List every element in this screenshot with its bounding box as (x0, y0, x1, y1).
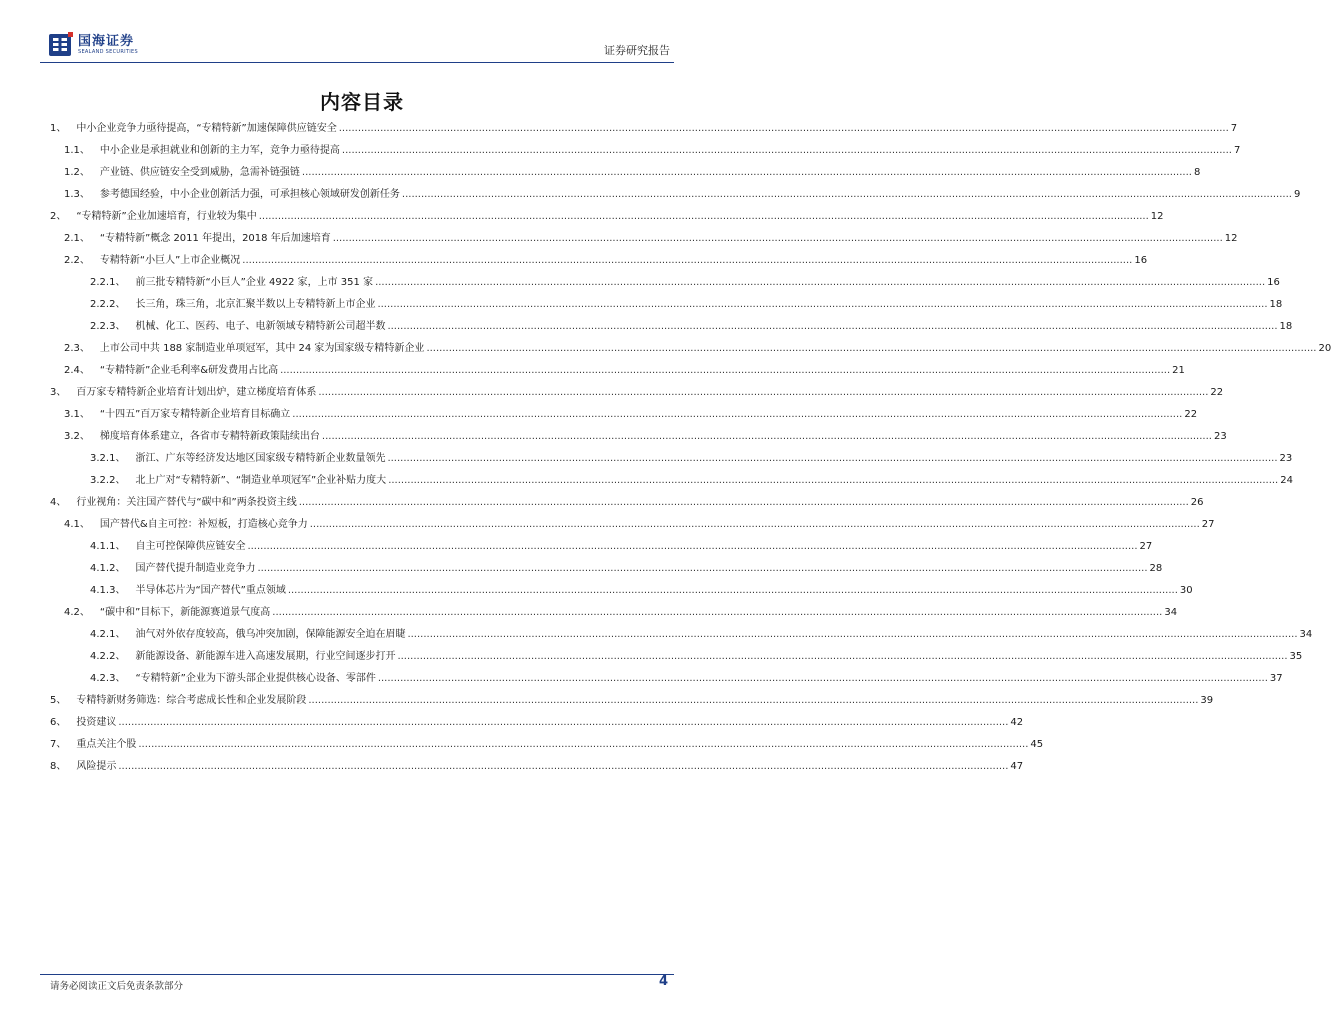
footer-divider (40, 974, 674, 975)
logo-chinese-name: 国海证券 (78, 34, 135, 49)
toc-dot-leader (299, 492, 1189, 514)
toc-entry-title: 投资建议 (76, 717, 117, 728)
toc-dot-leader (387, 316, 1277, 338)
toc-entry[interactable] (50, 316, 1293, 338)
toc-entry[interactable] (50, 294, 1283, 316)
toc-dot-leader (378, 668, 1268, 690)
page-header (40, 28, 674, 62)
toc-entry-page: 20 (1318, 343, 1331, 354)
toc-entry-page: 37 (1269, 673, 1283, 684)
toc-dot-leader (339, 118, 1229, 140)
toc-entry-number: 2.2.2、 (90, 299, 126, 310)
toc-dot-leader (310, 514, 1200, 536)
toc-entry-title: 行业视角：关注国产替代与“碳中和”两条投资主线 (76, 497, 297, 508)
toc-entry-page: 22 (1210, 387, 1224, 398)
toc-entry-page: 28 (1149, 563, 1163, 574)
toc-entry[interactable] (50, 228, 1238, 250)
toc-dot-leader (388, 470, 1278, 492)
toc-entry[interactable] (50, 404, 1198, 426)
toc-dot-leader (375, 272, 1265, 294)
toc-entry-page: 8 (1193, 167, 1201, 178)
toc-entry-number: 4.1.1、 (90, 541, 126, 552)
toc-entry-title: 国产替代&自主可控：补短板，打造核心竞争力 (99, 519, 308, 530)
toc-dot-leader (288, 580, 1178, 602)
toc-entry[interactable] (50, 668, 1283, 690)
toc-dot-leader (292, 404, 1182, 426)
toc-entry-number: 1.1、 (64, 145, 90, 156)
toc-entry-title: 风险提示 (76, 761, 117, 772)
toc-entry[interactable] (50, 206, 1164, 228)
toc-entry-number: 2.2、 (64, 255, 90, 266)
toc-entry-page: 7 (1233, 145, 1241, 156)
toc-entry-number: 2.2.3、 (90, 321, 126, 332)
toc-entry-page: 12 (1224, 233, 1238, 244)
toc-entry[interactable] (50, 338, 1331, 360)
toc-dot-leader (138, 734, 1028, 756)
page-number: 4 (658, 974, 668, 989)
toc-dot-leader (318, 382, 1208, 404)
toc-entry-title: 北上广对“专精特新”、“制造业单项冠军”企业补贴力度大 (135, 475, 387, 486)
toc-dot-leader (377, 294, 1267, 316)
toc-entry-page: 12 (1150, 211, 1164, 222)
toc-dot-leader (387, 448, 1277, 470)
toc-entry-title: 浙江、广东等经济发达地区国家级专精特新企业数量领先 (135, 453, 386, 464)
toc-dot-leader (407, 624, 1297, 646)
toc-entry-number: 3.2.1、 (90, 453, 126, 464)
toc-entry-title: 参考德国经验，中小企业创新活力强，可承担核心领域研发创新任务 (99, 189, 400, 200)
toc-entry-number: 1.2、 (64, 167, 90, 178)
toc-entry[interactable] (50, 756, 1024, 778)
toc-entry-number: 4.2.3、 (90, 673, 126, 684)
toc-entry[interactable] (50, 426, 1227, 448)
toc-entry-title: 新能源设备、新能源车进入高速发展期，行业空间逐步打开 (135, 651, 396, 662)
toc-entry-title: “专精特新”概念 2011 年提出，2018 年后加速培育 (99, 233, 331, 244)
toc-entry-page: 45 (1030, 739, 1044, 750)
toc-entry-title: 国产替代提升制造业竞争力 (135, 563, 256, 574)
toc-entry-page: 35 (1289, 651, 1303, 662)
toc-entry-title: 专精特新财务筛选：综合考虑成长性和企业发展阶段 (76, 695, 307, 706)
toc-entry-page: 47 (1010, 761, 1024, 772)
toc-entry-page: 21 (1172, 365, 1185, 376)
toc-entry[interactable] (50, 624, 1313, 646)
toc-entry[interactable] (50, 602, 1178, 624)
toc-dot-leader (118, 756, 1008, 778)
toc-dot-leader (342, 140, 1232, 162)
toc-entry-number: 2、 (50, 211, 67, 222)
toc-entry[interactable] (50, 470, 1293, 492)
toc-entry-page: 9 (1293, 189, 1301, 200)
toc-entry-number: 3.2、 (64, 431, 90, 442)
disclaimer-note: 请务必阅读正文后免责条款部分 (50, 981, 184, 992)
toc-entry[interactable] (50, 646, 1303, 668)
toc-entry-page: 22 (1184, 409, 1198, 420)
toc-entry-page: 18 (1269, 299, 1283, 310)
toc-dot-leader (118, 712, 1008, 734)
toc-entry-page: 34 (1164, 607, 1178, 618)
toc-entry-page: 27 (1201, 519, 1215, 530)
toc-entry-page: 30 (1179, 585, 1193, 596)
toc-entry[interactable] (50, 118, 1238, 140)
toc-dot-leader (242, 250, 1132, 272)
toc-entry-page: 26 (1190, 497, 1204, 508)
toc-entry-number: 4.2.2、 (90, 651, 126, 662)
toc-entry-page: 16 (1267, 277, 1280, 288)
toc-entry-number: 7、 (50, 739, 67, 750)
toc-entry[interactable] (50, 360, 1185, 382)
toc-entry-number: 2.4、 (64, 365, 90, 376)
toc-entry[interactable] (50, 536, 1153, 558)
header-divider (40, 62, 674, 63)
toc-entry-page: 42 (1010, 717, 1024, 728)
toc-entry[interactable] (50, 492, 1204, 514)
toc-entry-number: 2.2.1、 (90, 277, 126, 288)
toc-entry[interactable] (50, 580, 1193, 602)
toc-entry-number: 2.1、 (64, 233, 90, 244)
toc-dot-leader (322, 426, 1212, 448)
toc-entry-number: 5、 (50, 695, 67, 706)
toc-entry-number: 3、 (50, 387, 67, 398)
toc-entry[interactable] (50, 272, 1280, 294)
toc-entry-title: “十四五”百万家专精特新企业培育目标确立 (99, 409, 291, 420)
toc-title: 内容目录 (320, 90, 404, 114)
toc-dot-leader (302, 162, 1192, 184)
toc-dot-leader (402, 184, 1292, 206)
toc-entry-number: 4、 (50, 497, 67, 508)
toc-entry[interactable] (50, 184, 1301, 206)
toc-dot-leader (426, 338, 1316, 360)
toc-entry-title: “碳中和”目标下，新能源赛道景气度高 (99, 607, 271, 618)
toc-entry-number: 4.1.3、 (90, 585, 126, 596)
toc-entry-number: 3.1、 (64, 409, 90, 420)
toc-entry-title: 产业链、供应链安全受到威胁，急需补链强链 (99, 167, 300, 178)
toc-entry-number: 4.2、 (64, 607, 90, 618)
table-of-contents (50, 118, 1331, 778)
toc-entry[interactable] (50, 558, 1163, 580)
toc-entry-title: “专精特新”企业加速培育，行业较为集中 (76, 211, 257, 222)
toc-entry-number: 2.3、 (64, 343, 90, 354)
toc-entry-page: 18 (1279, 321, 1293, 332)
toc-dot-leader (397, 646, 1287, 668)
toc-entry-number: 4.1.2、 (90, 563, 126, 574)
toc-entry-title: “专精特新”企业毛利率&研发费用占比高 (99, 365, 279, 376)
toc-entry-title: 油气对外依存度较高，俄乌冲突加剧，保障能源安全迫在眉睫 (135, 629, 406, 640)
toc-dot-leader (333, 228, 1223, 250)
toc-entry[interactable] (50, 140, 1241, 162)
toc-entry-title: “专精特新”企业为下游头部企业提供核心设备、零部件 (135, 673, 376, 684)
toc-dot-leader (272, 602, 1162, 624)
toc-entry-title: 自主可控保障供应链安全 (135, 541, 246, 552)
toc-entry-number: 8、 (50, 761, 67, 772)
toc-entry-number: 1.3、 (64, 189, 90, 200)
toc-entry-title: 机械、化工、医药、电子、电新领域专精特新公司超半数 (135, 321, 386, 332)
toc-entry-page: 7 (1230, 123, 1238, 134)
toc-dot-leader (247, 536, 1137, 558)
toc-entry-title: 长三角，珠三角，北京汇聚半数以上专精特新上市企业 (135, 299, 376, 310)
toc-entry-page: 23 (1279, 453, 1293, 464)
sealand-logo (48, 32, 138, 58)
toc-entry-title: 中小企业竞争力亟待提高，“专精特新”加速保障供应链安全 (76, 123, 337, 134)
toc-entry-page: 23 (1213, 431, 1227, 442)
toc-entry[interactable] (50, 250, 1148, 272)
toc-entry[interactable] (50, 734, 1044, 756)
toc-entry[interactable] (50, 712, 1024, 734)
toc-entry-page: 34 (1299, 629, 1313, 640)
logo-english-name: SEALAND SECURITIES (78, 49, 138, 55)
toc-entry-title: 中小企业是承担就业和创新的主力军，竞争力亟待提高 (99, 145, 340, 156)
toc-entry-page: 24 (1280, 475, 1293, 486)
toc-entry-title: 前三批专精特新“小巨人”企业 4922 家，上市 351 家 (135, 277, 374, 288)
sealand-logo-icon (48, 32, 74, 58)
report-type-label: 证券研究报告 (604, 44, 670, 57)
toc-entry[interactable] (50, 382, 1224, 404)
toc-entry-page: 39 (1200, 695, 1214, 706)
toc-entry-title: 重点关注个股 (76, 739, 137, 750)
toc-entry-number: 1、 (50, 123, 67, 134)
toc-entry-title: 梯度培育体系建立，各省市专精特新政策陆续出台 (99, 431, 320, 442)
toc-dot-leader (308, 690, 1198, 712)
toc-entry[interactable] (50, 448, 1293, 470)
toc-entry-number: 6、 (50, 717, 67, 728)
toc-entry-number: 4.1、 (64, 519, 90, 530)
toc-entry-number: 4.2.1、 (90, 629, 126, 640)
toc-entry-number: 3.2.2、 (90, 475, 126, 486)
toc-dot-leader (259, 206, 1149, 228)
toc-entry[interactable] (50, 690, 1214, 712)
toc-entry-page: 27 (1139, 541, 1153, 552)
toc-entry-title: 百万家专精特新企业培育计划出炉，建立梯度培育体系 (76, 387, 317, 398)
toc-entry[interactable] (50, 514, 1215, 536)
toc-entry-page: 16 (1134, 255, 1148, 266)
toc-entry[interactable] (50, 162, 1201, 184)
toc-dot-leader (257, 558, 1147, 580)
toc-dot-leader (280, 360, 1170, 382)
toc-entry-title: 专精特新“小巨人”上市企业概况 (99, 255, 241, 266)
toc-entry-title: 半导体芯片为“国产替代”重点领域 (135, 585, 286, 596)
toc-entry-title: 上市公司中共 188 家制造业单项冠军，其中 24 家为国家级专精特新企业 (99, 343, 425, 354)
